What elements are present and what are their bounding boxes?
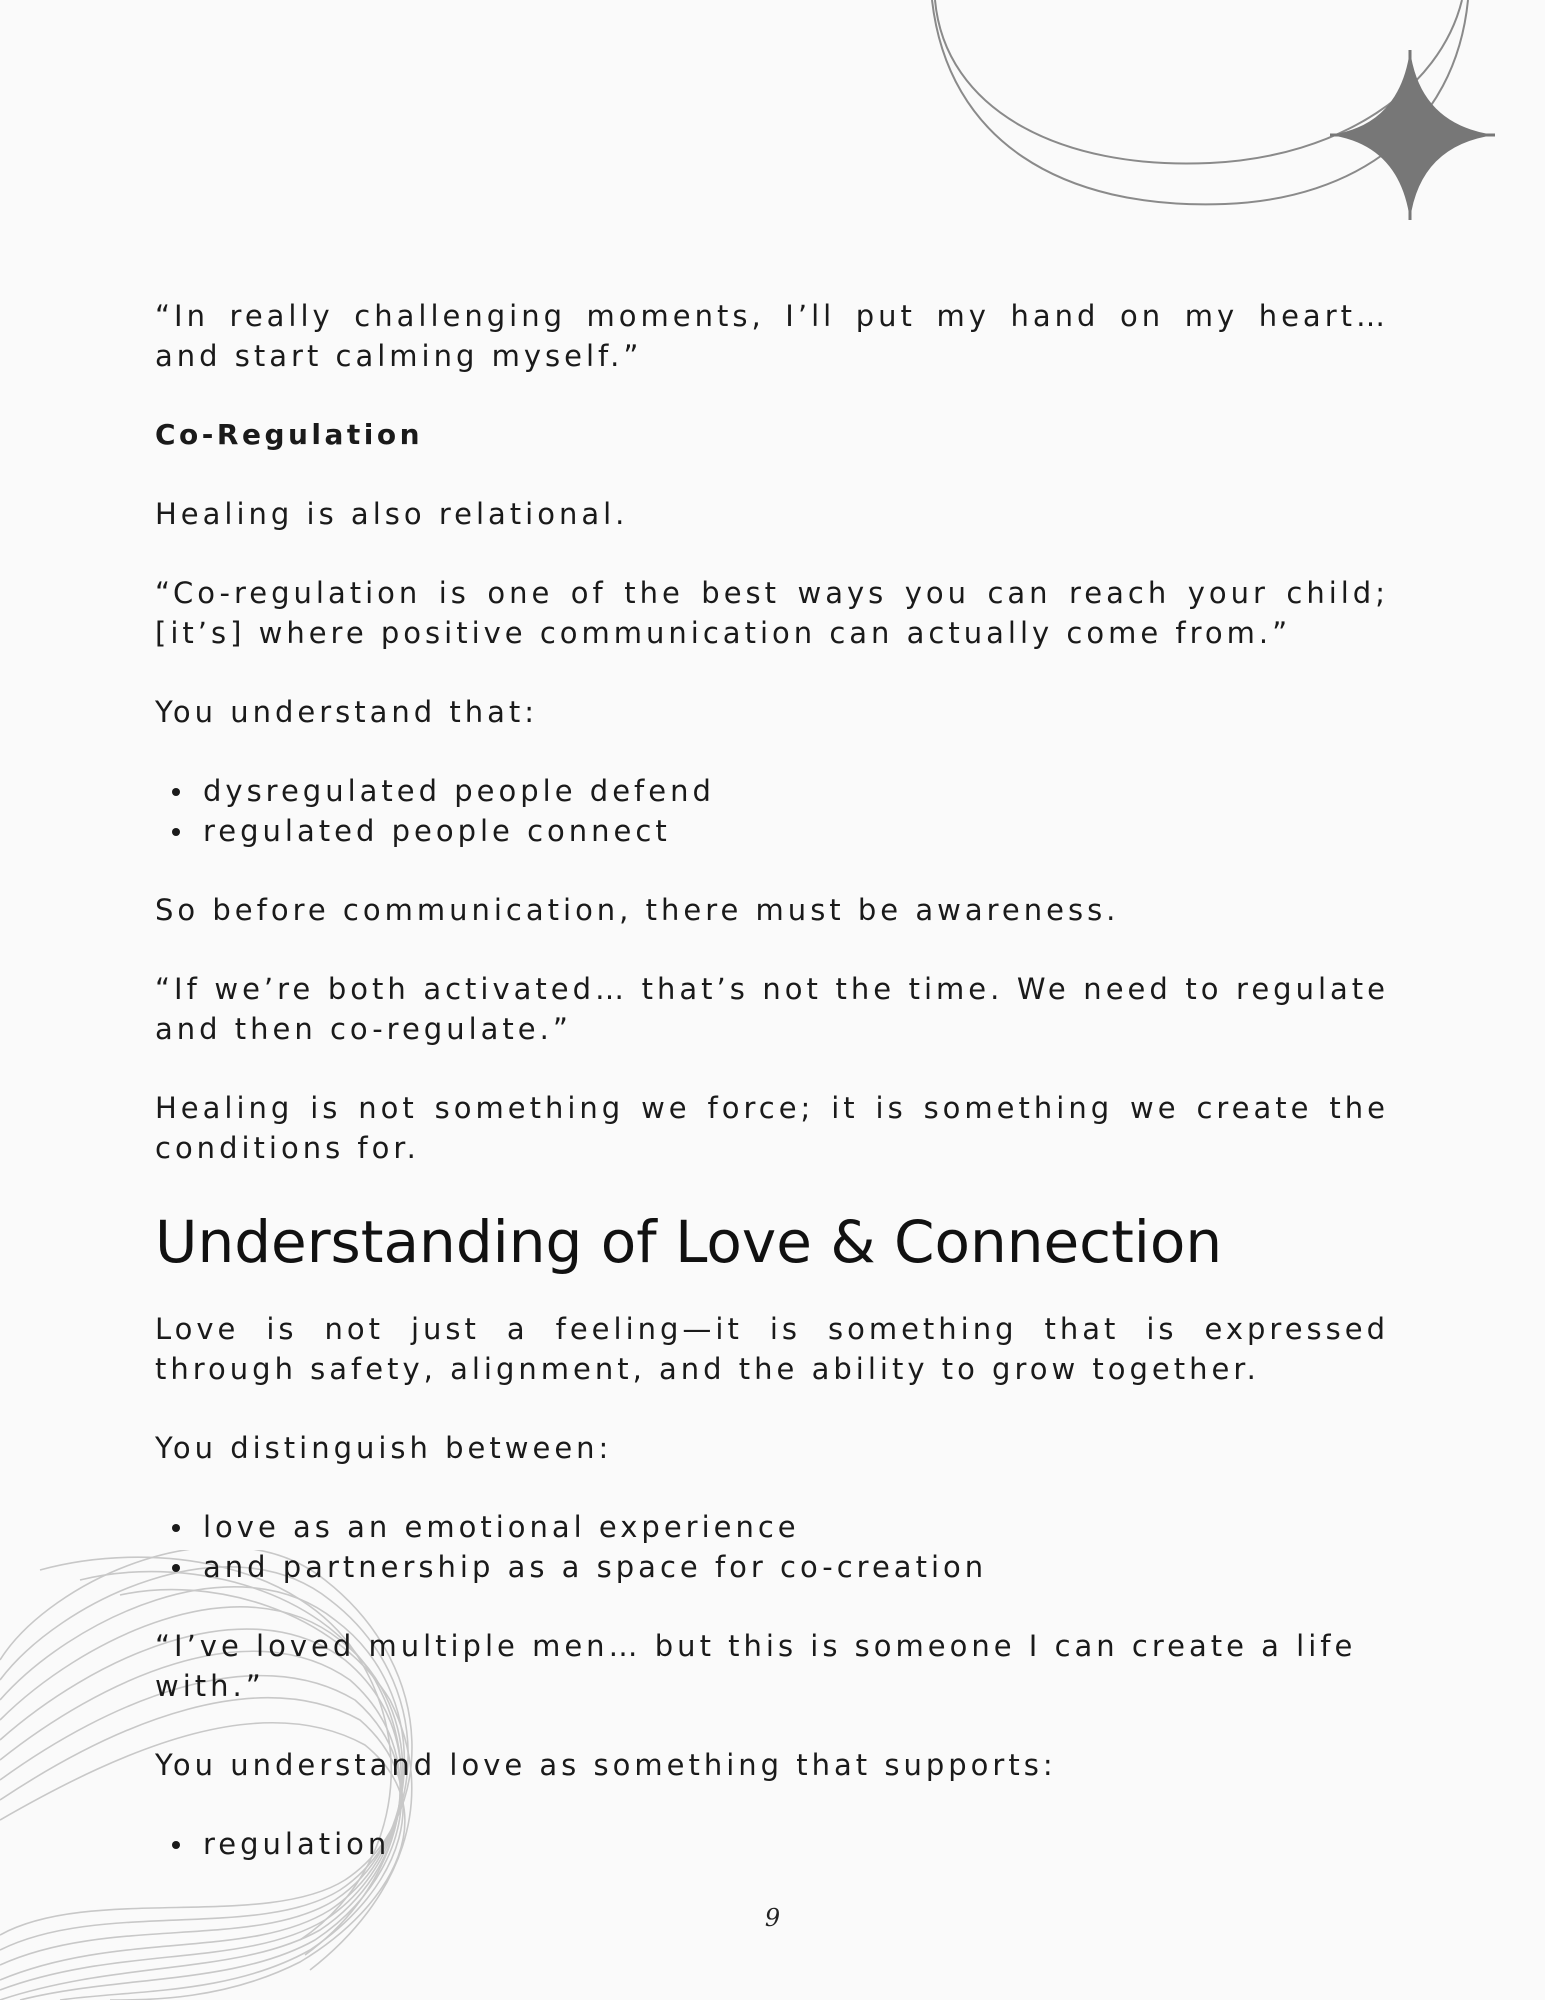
quote-activated: “If we’re both activated… that’s not the time. We need to regulate and then co-regulate.” (155, 972, 1389, 1046)
quote-co-regulation: “Co-regulation is one of the best ways you can reach your child; [it’s] where positive communication can actually come from.” (155, 576, 1389, 650)
section-heading: Understanding of Love & Connection (155, 1208, 1223, 1276)
list-item: regulation (155, 1824, 1389, 1864)
quote-loved-multiple: “I’ve loved multiple men… but this is someone I can create a life with.” (155, 1629, 1357, 1703)
bullet-list-supports (155, 1824, 1389, 1864)
paragraph-healing-conditions: Healing is not something we force; it is something we create the conditions for. (155, 1091, 1389, 1165)
subheading-co-regulation: Co-Regulation (155, 418, 424, 451)
list-item: dysregulated people defend (155, 771, 1389, 811)
page-number: 9 (764, 1904, 781, 1932)
paragraph-distinguish: You distinguish between: (155, 1431, 613, 1465)
bullet-list-love (155, 1507, 1389, 1587)
paragraph-love-supports: You understand love as something that supports: (155, 1748, 1057, 1782)
list-item: and partnership as a space for co-creation (155, 1547, 1389, 1587)
paragraph-you-understand: You understand that: (155, 695, 539, 729)
quote-hand-on-heart: “In really challenging moments, I’ll put my hand on my heart… and start calming myself.” (155, 299, 1389, 373)
paragraph-healing-relational: Healing is also relational. (155, 497, 629, 531)
list-item: regulated people connect (155, 811, 1389, 851)
bullet-list-regulation (155, 771, 1389, 851)
decorative-ellipses-star (900, 0, 1520, 240)
list-item: love as an emotional experience (155, 1507, 1389, 1547)
paragraph-awareness: So before communication, there must be awareness. (155, 893, 1120, 927)
page-content (155, 296, 1389, 1903)
paragraph-love-definition: Love is not just a feeling—it is something that is expressed through safety, alignment, and the ability to grow together. (155, 1312, 1389, 1386)
